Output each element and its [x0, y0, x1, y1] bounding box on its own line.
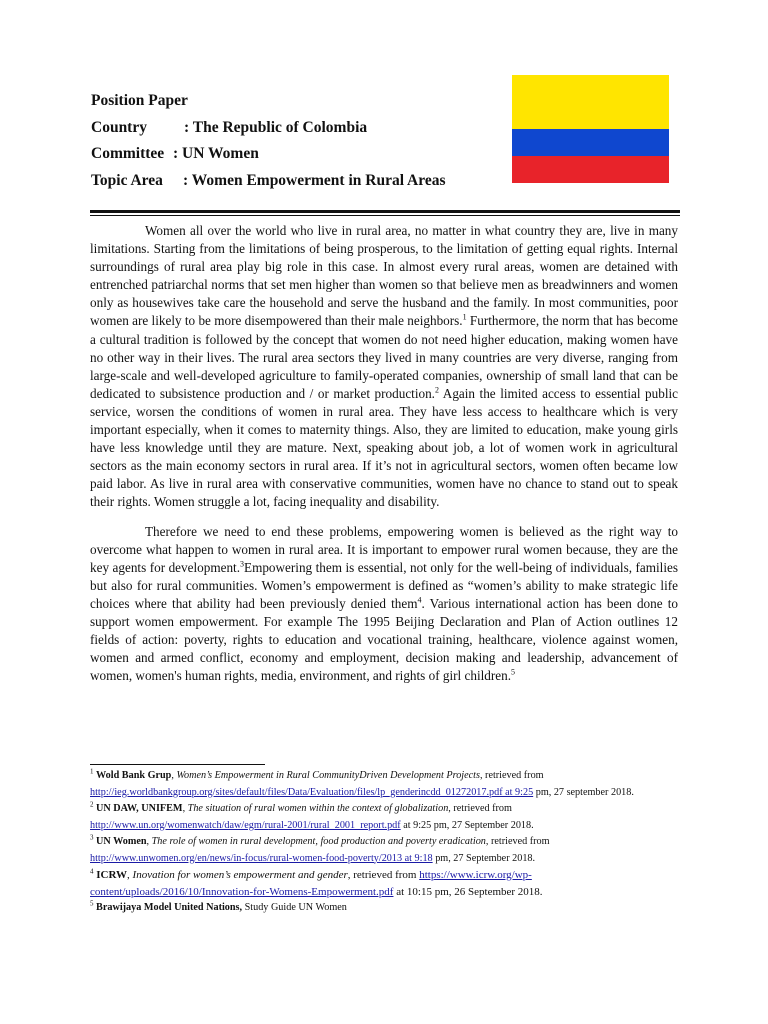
footnote-source: Brawijaya Model United Nations,	[96, 902, 243, 913]
committee-value: : UN Women	[173, 145, 259, 162]
footnotes	[90, 768, 678, 917]
topic-value: : Women Empowerment in Rural Areas	[183, 171, 446, 189]
footnote-number: 1	[90, 767, 94, 776]
footnote-separator	[90, 764, 265, 765]
footnote-source: UN Women	[96, 836, 147, 847]
flag-yellow-stripe	[512, 75, 669, 129]
committee-row	[91, 141, 501, 168]
footnote-ref-1[interactable]: 1	[462, 313, 467, 323]
footnote-number: 3	[90, 833, 94, 842]
footnote-number: 2	[90, 800, 94, 809]
colombia-flag	[512, 75, 669, 183]
footnote-retrieved-text: , retrieved from	[448, 803, 512, 814]
paragraph-2	[90, 523, 678, 686]
country-value: : The Republic of Colombia	[184, 118, 368, 136]
paragraph-1-text-b: Furthermore, the norm that has become a cultural tradition is followed by the concept that women do not need higher education, making women have no other way in their lives. The rural area sectors they lived in many countries are very diverse, ranging from large-scale and well-developed agriculture to family-operated companies, ownership of small land that can be dedicated to subsistence production and / or market production.	[90, 313, 678, 401]
topic-label: Topic Area	[91, 171, 163, 189]
footnote-title: The role of women in rural development, food production and poverty eradication	[151, 836, 486, 847]
footnote-link[interactable]: http://www.unwomen.org/en/news/in-focus/rural-women-food-poverty/2013 at 9:18	[90, 852, 433, 864]
paragraph-1	[90, 222, 678, 512]
header-divider-thin	[90, 215, 680, 216]
footnote-date-text: pm, 27 September 2018.	[432, 852, 536, 864]
paragraph-1-text-a: Women all over the world who live in rural area, no matter in what country they are, live in many limitations. Starting from the limitations of being prosperous, to the limitation of getting equal rights. Internal surroundings of rural area play big role in this case. In almost every rural areas, women are detained with entrenched patriarchal norms that set men higher than women so that believe men as breadwinners and women only as housewives take care the household and serve the husband and the family. In most communities, poor women are likely to be more disempowered than their male neighbors.	[90, 223, 678, 329]
flag-blue-stripe	[512, 129, 669, 156]
footnote-number: 5	[90, 899, 94, 908]
paper-body	[90, 222, 678, 685]
paper-header	[91, 88, 501, 194]
footnote-source: ICRW	[96, 869, 128, 881]
country-label: Country	[91, 118, 147, 136]
footnote-1	[90, 768, 678, 801]
committee-label: Committee	[91, 145, 165, 162]
footnote-separator-text: ,	[171, 770, 177, 781]
footnote-retrieved-text: , retrieved from	[347, 869, 420, 881]
footnote-number: 4	[90, 867, 94, 876]
footnote-source: Wold Bank Grup	[96, 770, 172, 781]
flag-red-stripe	[512, 156, 669, 183]
footnote-separator-text: ,	[127, 869, 133, 881]
footnote-2	[90, 801, 678, 834]
paper-title: Position Paper	[91, 92, 188, 109]
footnote-ref-5[interactable]: 5	[511, 667, 515, 677]
footnote-retrieved-text: , retrieved from	[485, 836, 550, 847]
footnote-separator-text: ,	[182, 803, 188, 814]
country-row	[91, 115, 501, 142]
footnote-retrieved-text: , retrieved from	[479, 770, 544, 781]
paragraph-2-text-a: Therefore we need to end these problems, empowering women is believed as the right way to overcome what happen to women in rural area. It is important to empower rural women because, they are the key agents for development.	[90, 523, 678, 575]
footnote-source: UN DAW, UNIFEM	[96, 803, 183, 814]
paragraph-2-text-c: . Various international action has been done to support women empowerment. For example The 1995 Beijing Declaration and Plan of Action outlines 12 fields of action: poverty, rights to education and vocational training, healthcare, violence against women, women and armed conflict, economy and employment, decision making and leadership, advancement of women, women's human rights, media, environment, and rights of girl children.	[90, 595, 678, 684]
footnote-date-text: at 10:15 pm, 26 September 2018.	[393, 885, 543, 898]
footnote-4	[90, 867, 678, 900]
footnote-link[interactable]: https://www.icrw.org/wp-content/uploads/2016/10/Innovation-for-Womens-Empowerment.pdf	[90, 869, 532, 898]
footnote-title: The situation of rural women within the context of globalization	[187, 803, 449, 814]
footnote-5	[90, 900, 678, 917]
footnote-title: Women’s Empowerment in Rural CommunityDriven Development Projects	[176, 770, 480, 781]
footnote-ref-3[interactable]: 3	[240, 559, 245, 569]
footnote-title: Inovation for women’s empowerment and gender	[132, 869, 348, 881]
paragraph-2-text-b: Empowering them is essential, not only for the well-being of individuals, families but also for rural communities. Women’s empowerment is defined as “women’s ability to make strategic life choices where that ability had been previously denied them	[90, 559, 678, 611]
footnote-ref-4[interactable]: 4	[417, 595, 422, 605]
paragraph-1-text-c: Again the limited access to essential public service, worsen the conditions of women in rural area. They have less access to healthcare which is very important especially, when it comes to maternity things. Also, they are limited to education, make young girls have less knowledge until they are mature. Next, speaking about job, a lot of women work in agricultural sectors as the main economy sectors in rural area. If it’s not in agricultural sectors, women often became low paid labor. As live in rural area with conservative communities, women have no chance to stand out to speak their rights. Women struggle a lot, facing inequality and disability.	[90, 385, 678, 510]
footnote-ref-2[interactable]: 2	[434, 385, 439, 395]
topic-row	[91, 168, 501, 195]
footnote-separator-text: ,	[146, 836, 152, 847]
footnote-3	[90, 834, 678, 867]
footnote-link[interactable]: http://www.un.org/womenwatch/daw/egm/rural-2001/rural_2001_report.pdf	[90, 819, 401, 831]
footnote-date-text: at 9:25 pm, 27 September 2018.	[400, 819, 534, 831]
header-divider-thick	[90, 210, 680, 213]
footnote-date-text: pm, 27 september 2018.	[533, 786, 634, 798]
footnote-study-guide-text: Study Guide UN Women	[244, 902, 347, 913]
footnote-link[interactable]: http://ieg.worldbankgroup.org/sites/default/files/Data/Evaluation/files/lp_genderincdd_01272017.pdf at 9:25	[90, 786, 534, 798]
